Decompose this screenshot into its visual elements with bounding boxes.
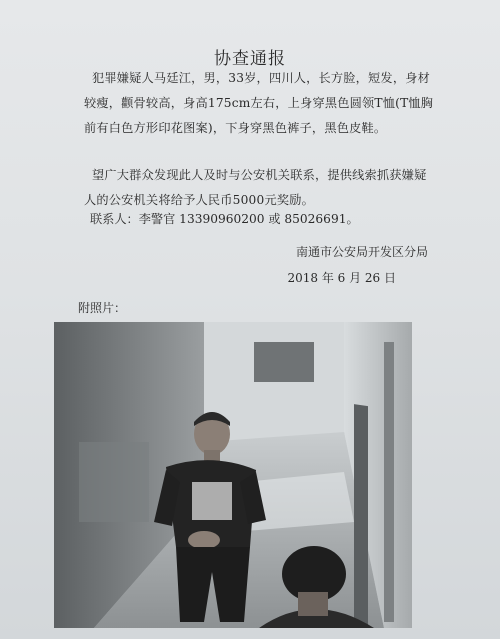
notice-title: 协查通报 [214,49,286,69]
suspect-photo [54,322,412,628]
suspect-description [84,66,436,141]
issuing-agency: 南通市公安局开发区分局 [295,245,428,259]
attachment-label: 附照片： [78,301,127,315]
suspect-description-text: 犯罪嫌疑人马廷江，男，33岁，四川人，长方脸，短发，身材较瘦，颧骨较高，身高175cm左右，上身穿黑色圆领T恤(T恤胸前有白色方形印花图案)，下身穿黑色裤子，黑色皮鞋。 [84,71,434,135]
reward-paragraph-text: 望广大群众发现此人及时与公安机关联系，提供线索抓获嫌疑人的公安机关将给予人民币5000元奖励。 [84,168,427,207]
reward-paragraph [84,163,436,213]
contact-line: 联系人：李警官 13390960200 或 85026691。 [90,212,359,226]
issue-date: 2018 年 6 月 26 日 [287,271,396,285]
